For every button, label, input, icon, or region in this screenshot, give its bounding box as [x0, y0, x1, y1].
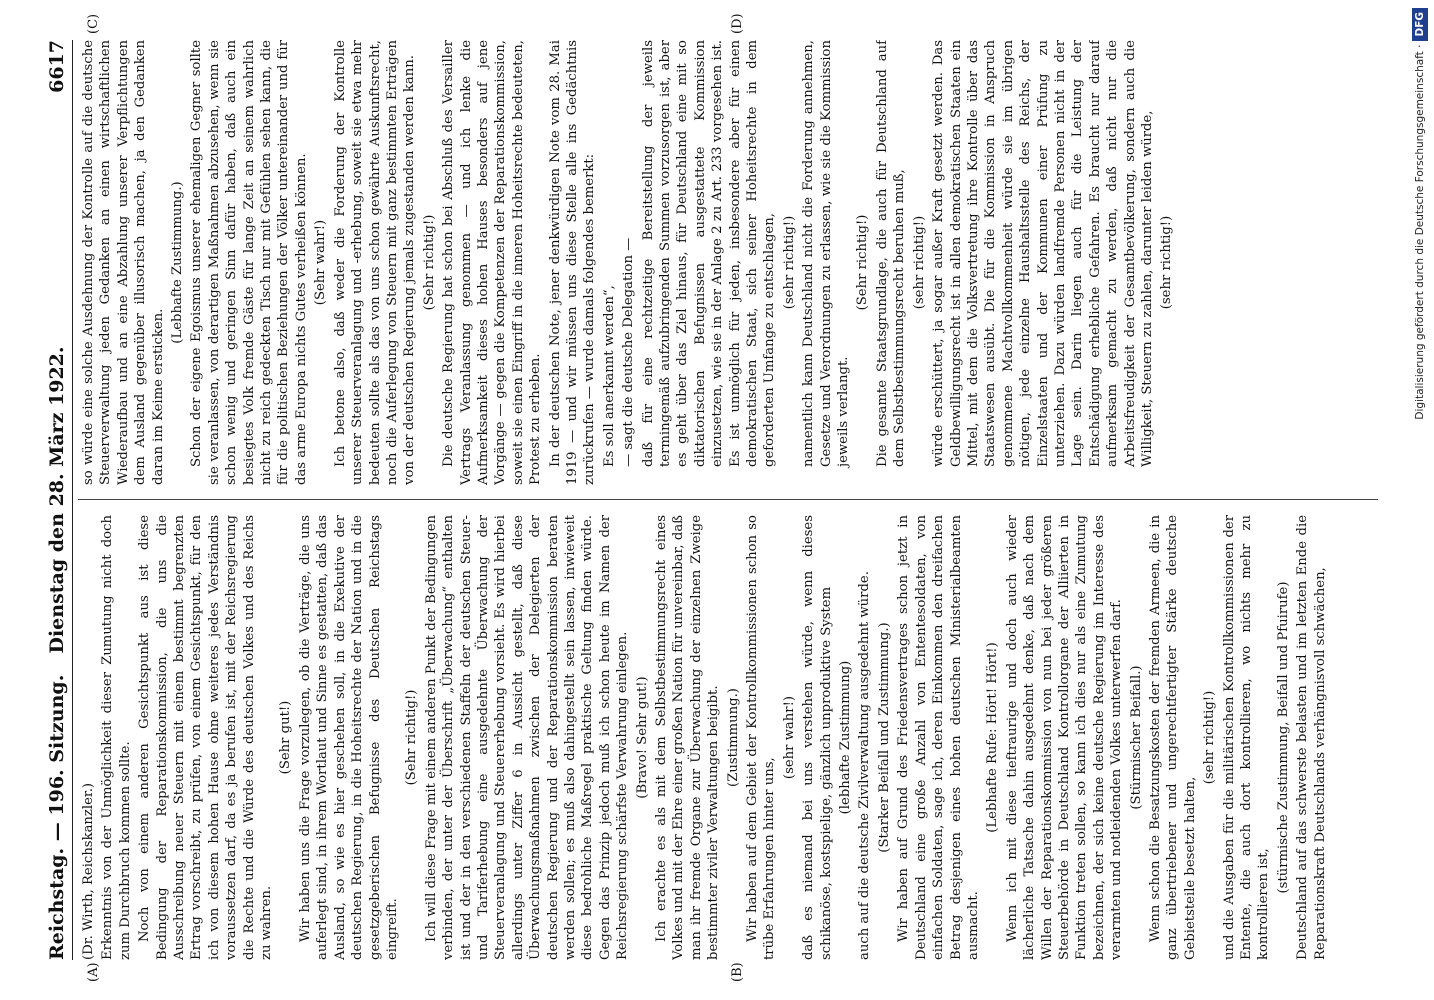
paragraph: Wenn schon die Besatzungskosten der fremden Armeen, die in ganz übertriebener und ungerechtfertigter Stärke deutsche Gebietsteile besetzt halten,	[1147, 515, 1198, 960]
interjection: (Sehr gut!)	[278, 700, 294, 775]
paragraph: Wenn ich mit diese tieftraurige und doch auch wieder lächerliche Tatsache dahin ausgedehnt denke, daß nach dem Willen der Reparationskommission von nun bei jeder größeren Steuerbehörde in Deutschland Kontrollorgane der Alliierten in Funktion treten sollen, so kann ich dies nur als eine Zumutung bezeichnen, der sich keine deutsche Regierung im Interesse des verarmten und notleidenden Volkes unterwerfen darf.	[1004, 515, 1125, 960]
paragraph: Die gesamte Staatsgrundlage, die auch für Deutschland auf dem Selbstbestimmungsrecht beruhen muß,	[874, 40, 908, 467]
paragraph: Noch von einem anderen Gesichtspunkt aus ist diese Bedingung der Reparationskommission, die uns die Ausschreibung neuer Steuern mit einem bestimmt begrenzten Ertrag vorschreibt, zu prüfen, von einem Gesichtspunkt, für den ich von diesem hohen Hause ohne weiteres jedes Verständnis voraussetzen darf, da es ja berufen ist, mit der Reichsregierung die Rechte und die Würde des deutschen Volkes und des Reichs zu wahren.	[137, 515, 275, 960]
margin-marker-a: (A)	[86, 962, 101, 982]
left-text-column	[80, 515, 1380, 960]
column-divider	[78, 499, 1378, 500]
paragraph: Wir haben uns die Frage vorzulegen, ob die Verträge, die uns auferlegt sind, in ihrem Wortlaut und Sinne es gestatten, daß das Ausland, so wie es hier geschehen soll, in die Exekutive der deutschen Regierung, in die Hoheitsrechte der Nation und in die gesetzgeberischen Befugnisse des Deutschen Reichstags eingreift.	[297, 515, 400, 960]
interjection: (Starker Beifall und Zustimmung.)	[876, 622, 892, 853]
paragraph: so würde eine solche Ausdehnung der Kontrolle auf die deutsche Steuerverwaltung jeden Gedanken an einen wirtschaftlichen Wiederaufbau und an eine Abzahlung unserer Verpflichtungen dem Ausland gegenüber illusorisch machen, ja den Gedanken daran im Keime ersticken.	[81, 40, 166, 485]
interjection: (sehr wahr!)	[781, 695, 797, 780]
paragraph: namentlich kann Deutschland nicht die Forderung annehmen, Gesetze und Verordnungen zu erlassen, wie sie die Kommission jeweils verlangt.	[801, 40, 852, 467]
interjection: (Zustimmung.)	[725, 688, 741, 787]
digitization-note-text: Digitalisierung gefördert durch die Deutsche Forschungsgemeinschaft ·	[1414, 44, 1426, 420]
header-title: Reichstag. — 196. Sitzung.	[46, 674, 68, 960]
paragraph: und die Ausgaben für die militärischen Kontrollkommissionen der Entente, die auch dort kontrollieren, wo nichts mehr zu kontrollieren ist,	[1221, 515, 1272, 960]
page-number: 6617	[46, 40, 68, 93]
margin-marker-b: (B)	[730, 962, 745, 982]
paragraph: Schon der eigene Egoismus unserer ehemaligen Gegner sollte sie veranlassen, von derartigen Maßnahmen abzusehen, wenn sie schon wenig und geringen Sinn dafür haben, daß auch ein besiegtes Volk fremde Gäste für lange Zeit an seinem wahrlich nicht zu reich gedeckten Tisch nur mit Gefühlen sehen kann, die für die politischen Beziehungen der Völker untereinander und für das arme Europa nichts Gutes verheißen können.	[189, 40, 309, 485]
interjection: (Sehr richtig!)	[404, 689, 420, 786]
interjection: (sehr richtig!)	[781, 215, 797, 310]
paragraph: Es soll anerkannt werden“,	[601, 285, 617, 467]
interjection: (stürmische Zustimmung, Beifall und Pfuirufe)	[1275, 581, 1291, 894]
interjection: (Lebhafte Rufe: Hört! Hört!)	[985, 642, 1001, 833]
right-text-column	[80, 40, 1380, 485]
page-header	[38, 40, 73, 960]
paragraph: Erkenntnis von der Unmöglichkeit dieser Zumutung nicht doch zum Durchbruch kommen sollte.	[100, 515, 133, 960]
interjection: (sehr richtig!)	[911, 215, 927, 310]
paragraph: Ich will diese Frage mit einem anderen Punkt der Bedingungen verbinden, der unter der Überschrift „Überwachung“ enthalten ist und der in den verschiedenen Staffeln der deutschen Steuer- und Tariferhebung eine ausgedehnte Überwachung der Steuerveranlagung und Steuererhebung vorsieht. Es wird hierbei allerdings unter Ziffer 6 in Aussicht gestellt, daß diese Überwachungsmaßnahmen zwischen der Delegierten der deutschen Regierung und der Reparationskommission beraten werden sollen; es muß also dahingestellt sein lassen, inwieweit diese bedrohliche Maßregel praktische Geltung finden würde. Gegen das Prinzip jedoch muß ich schon heute im Namen der Reichsregierung schärfste Verwahrung einlegen.	[423, 515, 631, 960]
interjection: (Sehr richtig!)	[855, 214, 871, 311]
paragraph: daß für eine rechtzeitige Bereitstellung der jeweils termingemäß aufzubringenden Summen vorzusorgen ist, aber es geht über das Ziel hinaus, für Deutschland eine mit so diktatorischen Befugnissen ausgestattete Kommission einzusetzen, wie sie in der Anlage 2 zu Art. 233 vorgesehen ist. Es ist unmöglich für jeden, insbesondere aber für einen demokratischen Staat, sich seiner Hoheitsrechte in dem geforderten Umfange zu entschlagen,	[640, 40, 778, 467]
header-date: Dienstag den 28. März 1922.	[46, 346, 68, 654]
paragraph: Die deutsche Regierung hat schon bei Abschluß des Versailler Vertrags Veranlassung genommen — und ich lenke die Aufmerksamkeit dieses hohen Hauses besonders auf jene Vorgänge — gegen die Kompetenzen der Reparationskommission, soweit sie einen Eingriff in die inneren Hoheitsrechte bedeuteten, Protest zu erheben.	[441, 40, 544, 485]
interjection: (lebhafte Zustimmung)	[838, 660, 854, 815]
paragraph: Wir haben auf dem Gebiet der Kontrollkommissionen schon so trübe Erfahrungen hinter uns,	[745, 515, 778, 960]
interjection: (sehr richtig!)	[1202, 690, 1218, 785]
paragraph: (Dr. Wirth, Reichskanzler.)	[81, 782, 96, 960]
interjection: (Bravo! Sehr gut!)	[634, 676, 650, 799]
paragraph: würde erschüttert, ja sogar außer Kraft gesetzt werden. Das Geldbewilligungsrecht ist in allen demokratischen Staaten ein Mittel, mit dem die Volksvertretung ihre Kontrolle über das Staatswesen ausübt. Die für die Kommission in Anspruch genommene Machtvollkommenheit würde sie im übrigen nötigen, jede einzelne Haushaltsstelle des Reichs, der Einzelstaaten und der Kommunen einer Prüfung zu unterziehen. Dazu würden landfremde Personen nicht in der Lage sein. Darin liegen auch für die Leistung der Entschädigung erhebliche Gefahren. Es braucht nur darauf aufmerksam gemacht zu werden, daß nicht nur die Arbeitsfreudigkeit der Gesamtbevölkerung, sondern auch die Willigkeit, Steuern zu zahlen, darunter leiden würde,	[931, 40, 1155, 467]
paragraph: Deutschland auf das schwerste belasten und im letzten Ende die Reparationskraft Deutschlands verhängnisvoll schwächen,	[1295, 515, 1328, 960]
paragraph: Ich erachte es als mit dem Selbstbestimmungsrecht eines Volkes und mit der Ehre einer großen Nation für unvereinbar, daß man ihr fremde Organe zur Überwachung der einzelnen Zweige bestimmter ziviler Verwaltungen beigibt.	[654, 515, 722, 960]
digitization-note	[1410, 8, 1430, 992]
interjection: (sehr richtig!)	[1159, 215, 1175, 310]
margin-marker-c: (C)	[86, 13, 101, 34]
interjection: (Stürmischer Beifall.)	[1128, 665, 1144, 810]
paragraph: In der deutschen Note, jener denkwürdigen Note vom 28. Mai 1919 — und wir müssen uns diese Stelle alle ins Gedächtnis zurückrufen — wurde damals folgendes bemerkt:	[547, 40, 598, 485]
paragraph: daß es niemand bei uns verstehen würde, wenn dieses schikanöse, kostspielige, gänzlich unproduktive System	[801, 515, 834, 960]
paragraph: auch auf die deutsche Zivilverwaltung ausgedehnt würde.	[857, 571, 873, 960]
paragraph: Ich betone also, daß weder die Forderung der Kontrolle unserer Steuerveranlagung und -erhebung, soweit sie etwa mehr bedeuten sollte als das von uns schon gewährte Auskunftsrecht, noch die Auferlegung von Steuern mit ganz bestimmten Erträgen von der deutschen Regierung jemals zugestanden werden kann.	[332, 40, 418, 485]
dfg-logo: DFG	[1412, 8, 1428, 41]
paragraph: Wir haben auf Grund des Friedensvertrages schon jetzt in Deutschland eine große Anzahl von Ententesoldaten, von einfachen Soldaten, sage ich, deren Einkommen den dreifachen Betrag desjenigen eines hohen deutschen Ministerialbeamten ausmacht.	[896, 515, 981, 960]
interjection: (Sehr richtig!)	[421, 214, 437, 311]
interjection: (Lebhafte Zustimmung.)	[170, 181, 186, 344]
paragraph: — sagt die deutsche Delegation —	[621, 237, 637, 467]
margin-marker-d: (D)	[730, 13, 745, 34]
interjection: (Sehr wahr!)	[313, 219, 329, 306]
